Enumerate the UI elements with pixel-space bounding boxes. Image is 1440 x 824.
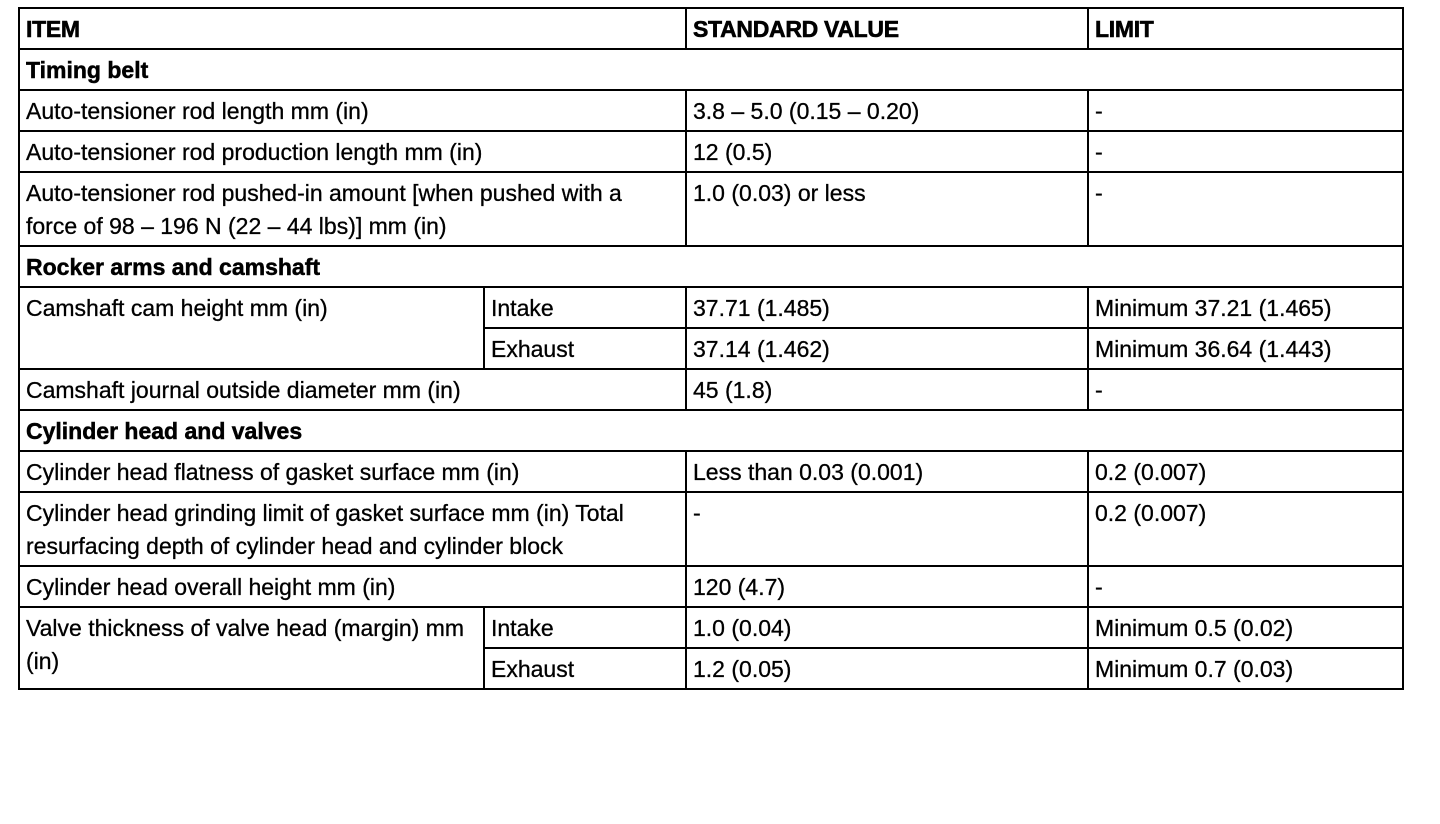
limit-cell: - — [1088, 566, 1403, 607]
table-row — [19, 172, 1403, 246]
sub-item-cell: Intake — [484, 607, 686, 648]
header-item: ITEM — [19, 8, 686, 49]
spec-table — [18, 7, 1404, 690]
limit-cell: Minimum 0.7 (0.03) — [1088, 648, 1403, 689]
sub-item-cell: Exhaust — [484, 328, 686, 369]
table-row — [19, 90, 1403, 131]
table-row — [19, 566, 1403, 607]
limit-cell: - — [1088, 90, 1403, 131]
item-cell: Auto-tensioner rod production length mm (in) — [19, 131, 686, 172]
item-cell: Auto-tensioner rod length mm (in) — [19, 90, 686, 131]
limit-cell: Minimum 37.21 (1.465) — [1088, 287, 1403, 328]
section-title: Timing belt — [19, 49, 1403, 90]
limit-cell: - — [1088, 369, 1403, 410]
limit-cell: 0.2 (0.007) — [1088, 451, 1403, 492]
item-cell: Camshaft cam height mm (in) — [19, 287, 484, 369]
limit-cell: - — [1088, 172, 1403, 246]
section-title: Cylinder head and valves — [19, 410, 1403, 451]
standard-value-cell: 3.8 – 5.0 (0.15 – 0.20) — [686, 90, 1088, 131]
section-row — [19, 49, 1403, 90]
limit-cell: - — [1088, 131, 1403, 172]
limit-cell: 0.2 (0.007) — [1088, 492, 1403, 566]
standard-value-cell: 1.0 (0.03) or less — [686, 172, 1088, 246]
item-cell: Camshaft journal outside diameter mm (in) — [19, 369, 686, 410]
standard-value-cell: - — [686, 492, 1088, 566]
standard-value-cell: 37.71 (1.485) — [686, 287, 1088, 328]
table-row — [19, 287, 1403, 328]
table-row — [19, 369, 1403, 410]
table-row — [19, 492, 1403, 566]
standard-value-cell: 37.14 (1.462) — [686, 328, 1088, 369]
section-row — [19, 410, 1403, 451]
item-cell: Auto-tensioner rod pushed-in amount [when pushed with a force of 98 – 196 N (22 – 44 lbs)] mm (in) — [19, 172, 686, 246]
item-cell: Cylinder head grinding limit of gasket surface mm (in) Total resurfacing depth of cylinder head and cylinder block — [19, 492, 686, 566]
sub-item-cell: Exhaust — [484, 648, 686, 689]
section-title: Rocker arms and camshaft — [19, 246, 1403, 287]
item-cell: Cylinder head flatness of gasket surface mm (in) — [19, 451, 686, 492]
standard-value-cell: 45 (1.8) — [686, 369, 1088, 410]
item-cell: Valve thickness of valve head (margin) mm (in) — [19, 607, 484, 689]
item-cell: Cylinder head overall height mm (in) — [19, 566, 686, 607]
table-row — [19, 131, 1403, 172]
header-standard-value: STANDARD VALUE — [686, 8, 1088, 49]
limit-cell: Minimum 0.5 (0.02) — [1088, 607, 1403, 648]
table-row — [19, 451, 1403, 492]
standard-value-cell: Less than 0.03 (0.001) — [686, 451, 1088, 492]
standard-value-cell: 1.0 (0.04) — [686, 607, 1088, 648]
standard-value-cell: 1.2 (0.05) — [686, 648, 1088, 689]
limit-cell: Minimum 36.64 (1.443) — [1088, 328, 1403, 369]
standard-value-cell: 12 (0.5) — [686, 131, 1088, 172]
standard-value-cell: 120 (4.7) — [686, 566, 1088, 607]
sub-item-cell: Intake — [484, 287, 686, 328]
header-limit: LIMIT — [1088, 8, 1403, 49]
header-row — [19, 8, 1403, 49]
table-row — [19, 607, 1403, 648]
section-row — [19, 246, 1403, 287]
